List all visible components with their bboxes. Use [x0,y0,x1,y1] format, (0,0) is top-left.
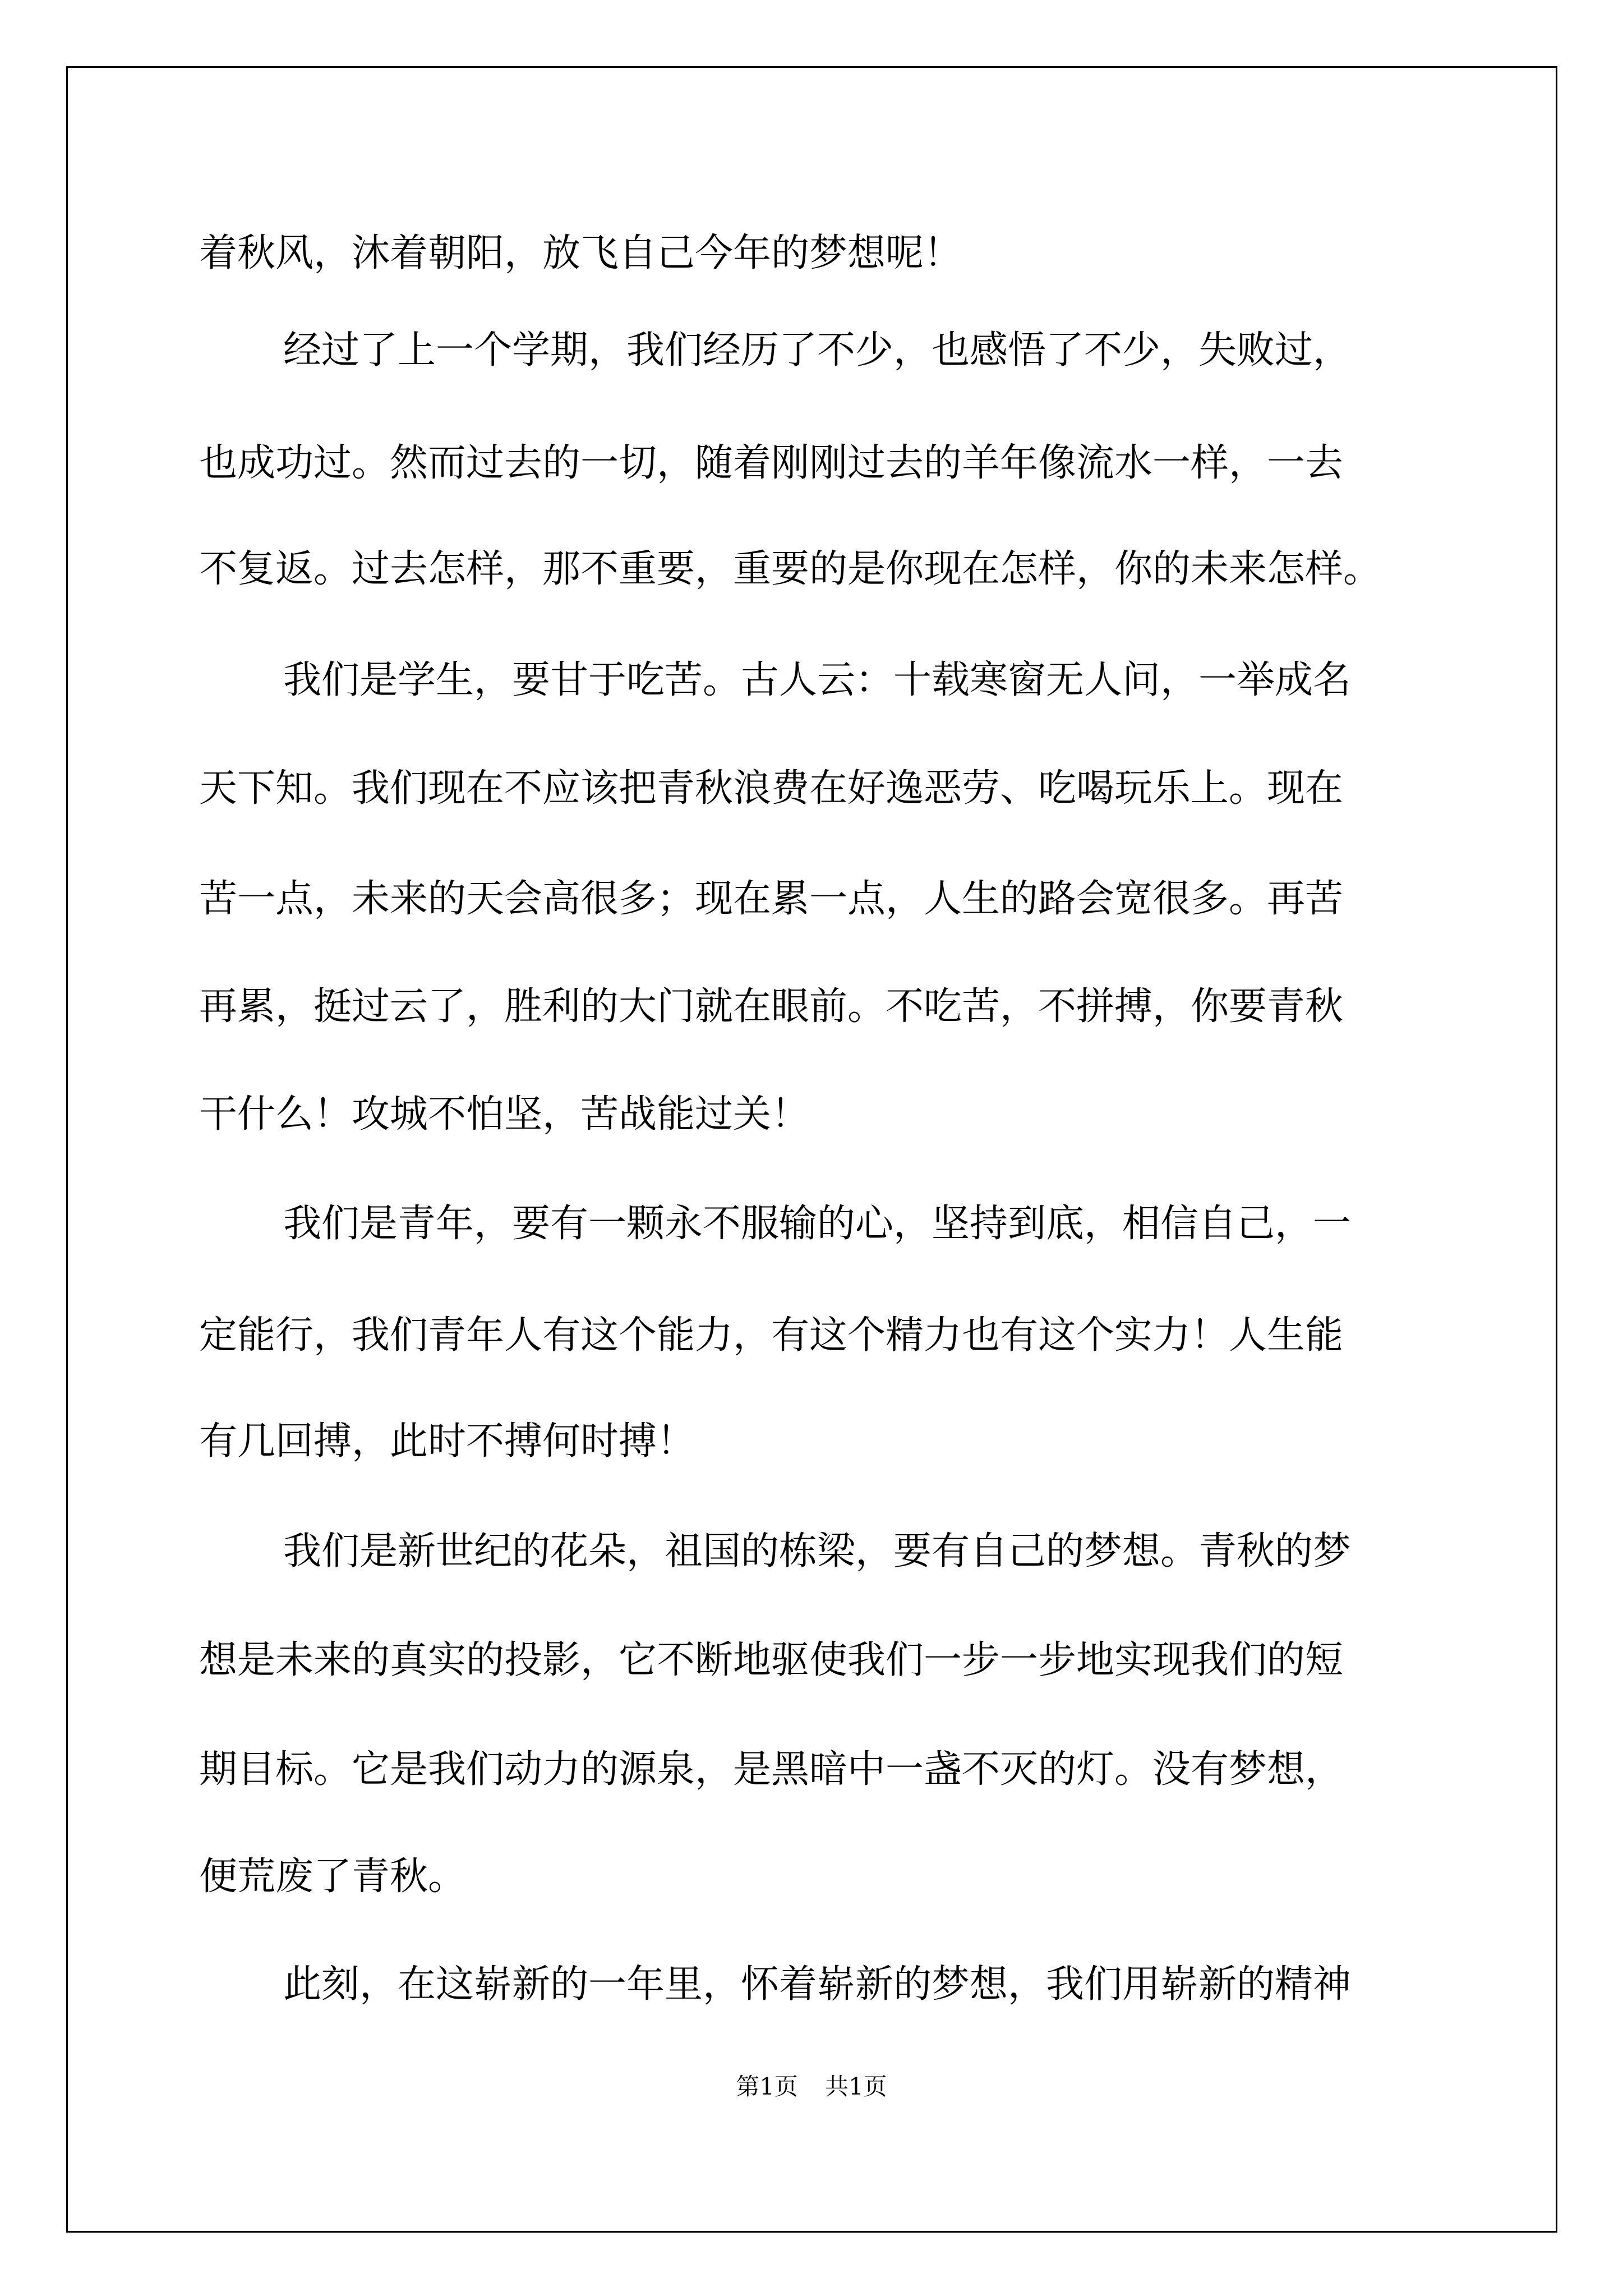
text-line: 我们是学生，要甘于吃苦。古人云：十载寒窗无人问，一举成名 [283,658,1352,702]
text-line: 我们是新世纪的花朵，祖国的栋梁，要有自己的梦想。青秋的梦 [283,1529,1352,1573]
page-footer [0,2070,1623,2104]
text-line: 苦一点，未来的天会高很多；现在累一点，人生的路会宽很多。再苦 [199,877,1344,921]
page-border [66,66,1557,2233]
text-line: 经过了上一个学期，我们经历了不少，也感悟了不少，失败过， [283,328,1352,372]
text-line: 有几回搏，此时不搏何时搏！ [199,1419,695,1464]
text-line: 便荒废了青秋。 [199,1855,467,1899]
text-line: 期目标。它是我们动力的源泉，是黑暗中一盏不灭的灯。没有梦想， [199,1747,1344,1792]
text-line: 此刻，在这崭新的一年里，怀着崭新的梦想，我们用崭新的精神 [283,1962,1352,2007]
text-line: 干什么！攻城不怕坚，苦战能过关！ [199,1092,810,1137]
text-line: 再累，挺过云了，胜利的大门就在眼前。不吃苦，不拼搏，你要青秋 [199,984,1344,1029]
text-line: 想是未来的真实的投影，它不断地驱使我们一步一步地实现我们的短 [199,1638,1344,1682]
text-line: 我们是青年，要有一颗永不服输的心，坚持到底，相信自己，一 [283,1202,1352,1246]
text-line: 不复返。过去怎样，那不重要，重要的是你现在怎样，你的未来怎样。 [199,547,1382,591]
text-line: 定能行，我们青年人有这个能力，有这个精力也有这个实力！人生能 [199,1313,1344,1358]
page-total: 共1页 [825,2073,887,2100]
page-number: 第1页 [736,2073,798,2100]
text-line: 天下知。我们现在不应该把青秋浪费在好逸恶劳、吃喝玩乐上。现在 [199,766,1344,811]
text-line: 也成功过。然而过去的一切，随着刚刚过去的羊年像流水一样，一去 [199,441,1344,485]
text-line: 着秋风，沐着朝阳，放飞自己今年的梦想呢！ [199,231,962,275]
